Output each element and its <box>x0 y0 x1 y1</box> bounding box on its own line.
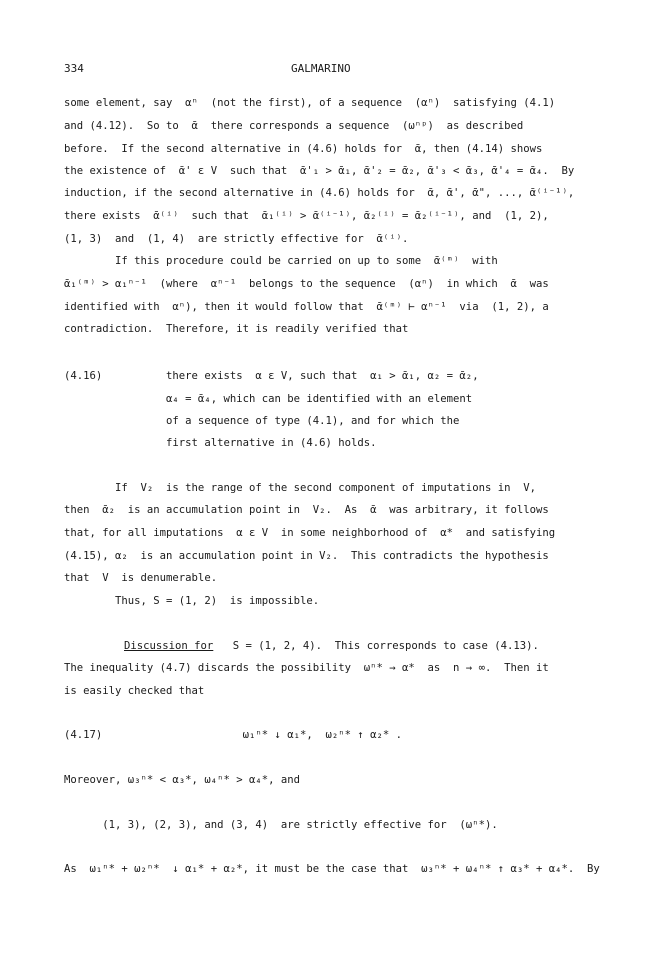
text-line-5: induction, if the second alternative in (4.6) holds for ᾱ, ᾱ', ᾱ", ..., ᾱ⁽ⁱ⁻¹⁾, <box>64 187 575 199</box>
text-line-3: before. If the second alternative in (4.6) holds for ᾱ, then (4.14) shows <box>64 143 543 155</box>
discussion-heading: Discussion for <box>124 640 214 652</box>
eq-4-16-line-1: (4.16) there exists α ε V, such that α₁ > ᾱ₁, α₂ = ᾱ₂, <box>64 370 479 382</box>
text-line-16: that V is denumerable. <box>64 572 218 584</box>
text-line-1: some element, say αⁿ (not the first), of a sequence (αⁿ) satisfying (4.1) <box>64 97 556 109</box>
text-line-20: Moreover, ω₃ⁿ* < α₃*, ω₄ⁿ* > α₄*, and <box>64 774 300 786</box>
text-line-11: contradiction. Therefore, it is readily verified that <box>64 323 409 335</box>
text-line-14: that, for all imputations α ε V in some neighborhood of α* and satisfying <box>64 527 556 539</box>
text-line-7: (1, 3) and (1, 4) are strictly effective for ᾱ⁽ⁱ⁾. <box>64 233 409 245</box>
page-number: 334 <box>64 62 84 75</box>
text-line-19: is easily checked that <box>64 685 205 697</box>
eq-4-16-line-4: first alternative in (4.6) holds. <box>64 437 377 449</box>
text-line-9: ᾱ₁⁽ᵐ⁾ > α₁ⁿ⁻¹ (where αⁿ⁻¹ belongs to the sequence (αⁿ) in which ᾱ was <box>64 278 549 290</box>
text-line-15: (4.15), α₂ is an accumulation point in V₂. This contradicts the hypothesis <box>64 550 549 562</box>
text-line-8: If this procedure could be carried on up to some ᾱ⁽ᵐ⁾ with <box>64 255 498 267</box>
text-line-10: identified with αⁿ), then it would follow that ᾱ⁽ᵐ⁾ ⊢ αⁿ⁻¹ via (1, 2), a <box>64 301 549 313</box>
eq-4-17: (4.17) ω₁ⁿ* ↓ α₁*, ω₂ⁿ* ↑ α₂* . <box>64 729 403 741</box>
text-line-22: As ω₁ⁿ* + ω₂ⁿ* ↓ α₁* + α₂*, it must be the case that ω₃ⁿ* + ω₄ⁿ* ↑ α₃* + α₄*. By <box>64 863 600 875</box>
text-line-12: If V₂ is the range of the second component of imputations in V, <box>64 482 536 494</box>
discussion-heading-rest: S = (1, 2, 4). This corresponds to case (4.13). <box>220 640 539 652</box>
text-line-21: (1, 3), (2, 3), and (3, 4) are strictly effective for (ωⁿ*). <box>64 819 498 831</box>
eq-4-16-line-2: α₄ = ᾱ₄, which can be identified with an element <box>64 393 473 405</box>
text-line-6: there exists ᾱ⁽ⁱ⁾ such that ᾱ₁⁽ⁱ⁾ > ᾱ⁽ⁱ⁻¹⁾, ᾱ₂⁽ⁱ⁾ = ᾱ₂⁽ⁱ⁻¹⁾, and (1, 2), <box>64 210 549 222</box>
running-title: GALMARINO <box>291 62 351 75</box>
text-line-2: and (4.12). So to ᾱ there corresponds a sequence (ωⁿᵖ) as described <box>64 120 524 132</box>
text-line-13: then ᾱ₂ is an accumulation point in V₂. As ᾱ was arbitrary, it follows <box>64 504 549 516</box>
text-line-18: The inequality (4.7) discards the possibility ωⁿ* → α* as n → ∞. Then it <box>64 662 549 674</box>
text-line-17: Thus, S = (1, 2) is impossible. <box>64 595 320 607</box>
eq-4-16-line-3: of a sequence of type (4.1), and for which the <box>64 415 460 427</box>
text-line-4: the existence of ᾱ' ε V such that ᾱ'₁ > ᾱ₁, ᾱ'₂ = ᾱ₂, ᾱ'₃ < ᾱ₃, ᾱ'₄ = ᾱ₄. By <box>64 165 575 177</box>
